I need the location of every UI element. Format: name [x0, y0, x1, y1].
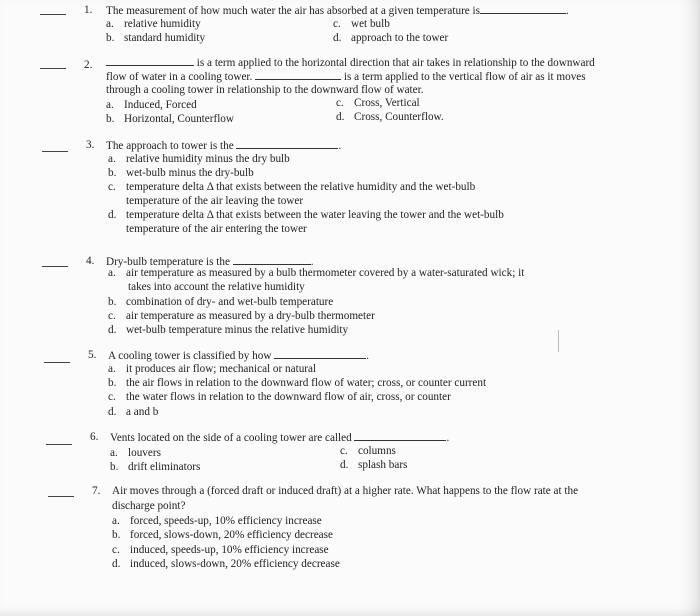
option-d[interactable]: d. Cross, Counterflow.	[336, 111, 444, 123]
question-text-line-2: discharge point?	[112, 500, 186, 512]
question-text: A cooling tower is classified by how .	[108, 350, 370, 362]
question-text: Dry-bulb temperature is the .	[106, 256, 314, 268]
option-a[interactable]: a. forced, speeds-up, 10% efficiency increase	[112, 515, 322, 527]
question-number: 7.	[92, 485, 101, 497]
option-d[interactable]: d. approach to the tower	[333, 32, 449, 44]
option-a[interactable]: a. relative humidity minus the dry bulb	[108, 153, 290, 165]
question-number: 5.	[88, 349, 97, 361]
question-text-line-2: flow of water in a cooling tower. is a term applied to the vertical flow of air as it moves	[106, 71, 586, 83]
option-d-continued: temperature of the air entering the tower	[126, 223, 307, 235]
option-b[interactable]: b. wet-bulb minus the dry-bulb	[108, 167, 254, 179]
option-b[interactable]: b. drift eliminators	[110, 461, 201, 473]
answer-blank[interactable]	[44, 362, 70, 363]
option-c[interactable]: c. wet bulb	[333, 18, 390, 30]
question-number: 1.	[84, 4, 93, 16]
question-number: 6.	[90, 431, 99, 443]
question-text-line-1: Air moves through a (forced draft or induced draft) at a higher rate. What happens to the flow rate at the	[112, 485, 579, 497]
option-a[interactable]: a. relative humidity	[106, 18, 201, 30]
option-d[interactable]: d. wet-bulb temperature minus the relative humidity	[108, 324, 349, 336]
option-a-continued: takes into account the relative humidity	[128, 281, 305, 293]
option-b[interactable]: b. standard humidity	[106, 32, 206, 44]
option-d[interactable]: d. a and b	[108, 406, 159, 418]
option-a[interactable]: a. louvers	[110, 447, 161, 459]
answer-blank[interactable]	[42, 266, 68, 267]
option-b[interactable]: b. forced, slows-down, 20% efficiency decrease	[112, 529, 333, 541]
option-c[interactable]: c. columns	[340, 445, 396, 457]
question-text: Vents located on the side of a cooling tower are called .	[110, 432, 450, 444]
option-a[interactable]: a. it produces air flow; mechanical or natural	[108, 363, 317, 375]
option-c[interactable]: c. the water flows in relation to the downward flow of air, cross, or counter	[108, 391, 451, 403]
question-text: The measurement of how much water the air has absorbed at a given temperature is .	[106, 5, 569, 17]
option-a[interactable]: a. Induced, Forced	[106, 99, 197, 111]
answer-blank[interactable]	[40, 68, 66, 69]
option-c[interactable]: c. air temperature as measured by a dry-bulb thermometer	[108, 310, 375, 322]
question-text-line-3: through a cooling tower in relationship to the downward flow of water.	[106, 84, 424, 96]
option-d[interactable]: d. induced, slows-down, 20% efficiency decrease	[112, 558, 340, 570]
question-text-line-1: is a term applied to the horizontal direction that air takes in relationship to the downward	[106, 55, 595, 70]
option-d[interactable]: d. splash bars	[340, 459, 408, 471]
answer-blank[interactable]	[42, 151, 68, 152]
answer-blank[interactable]	[48, 496, 74, 497]
option-c-continued: temperature of the air leaving the tower	[126, 195, 304, 207]
question-number: 3.	[86, 139, 95, 151]
option-a[interactable]: a. air temperature as measured by a bulb thermometer covered by a water-saturated wick; it	[108, 267, 525, 279]
question-number: 2.	[84, 59, 93, 71]
option-c[interactable]: c. induced, speeds-up, 10% efficiency increase	[112, 544, 329, 556]
answer-blank[interactable]	[46, 444, 72, 445]
answer-blank[interactable]	[40, 14, 66, 15]
question-number: 4.	[86, 255, 95, 267]
option-b[interactable]: b. combination of dry- and wet-bulb temperature	[108, 296, 334, 308]
question-text: The approach to tower is the .	[106, 140, 342, 152]
option-c[interactable]: c. temperature delta Δ that exists between the relative humidity and the wet-bulb	[108, 181, 476, 193]
option-c[interactable]: c. Cross, Vertical	[336, 97, 420, 109]
pen-mark	[558, 330, 559, 352]
option-b[interactable]: b. the air flows in relation to the downward flow of water; cross, or counter current	[108, 377, 487, 389]
option-d[interactable]: d. temperature delta Δ that exists between the water leaving the tower and the wet-bulb	[108, 209, 504, 221]
option-b[interactable]: b. Horizontal, Counterflow	[106, 113, 234, 125]
